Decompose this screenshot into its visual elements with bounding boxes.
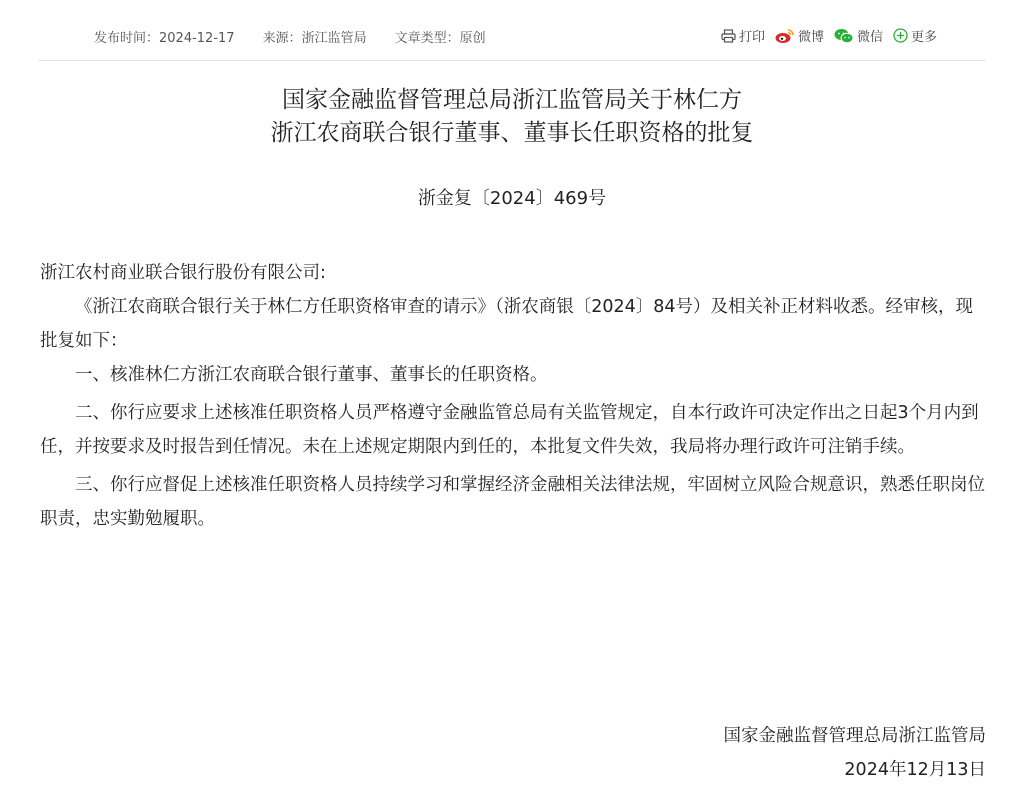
body-paragraph: 三、你行应督促上述核准任职资格人员持续学习和掌握经济金融相关法律法规，牢固树立风险合规意识，熟悉任职岗位职责，忠实勤勉履职。 xyxy=(40,475,985,529)
wechat-share-button[interactable] xyxy=(834,26,883,45)
document-body xyxy=(40,256,990,536)
issue-date: 2024年12月13日 xyxy=(844,760,986,780)
document-title xyxy=(38,84,986,150)
addressee: 浙江农村商业联合银行股份有限公司: xyxy=(40,263,326,283)
more-share-button[interactable] xyxy=(893,26,937,45)
printer-icon xyxy=(721,29,736,43)
signature-block xyxy=(724,719,987,787)
wechat-icon xyxy=(834,28,854,44)
more-label: 更多 xyxy=(911,30,938,45)
article-meta-bar xyxy=(0,0,1024,62)
print-label: 打印 xyxy=(739,30,766,45)
body-paragraph: 《浙江农商联合银行关于林仁方任职资格审查的请示》（浙农商银〔2024〕84号）及相关补正材料收悉。经审核，现批复如下： xyxy=(40,297,974,351)
article-type: 文章类型：原创 xyxy=(394,31,486,46)
title-line-2: 浙江农商联合银行董事、董事长任职资格的批复 xyxy=(270,120,754,146)
header-divider xyxy=(38,60,986,61)
article-meta-info xyxy=(94,27,486,46)
weibo-label: 微博 xyxy=(798,30,825,45)
print-button[interactable] xyxy=(721,26,765,45)
body-paragraph: 一、核准林仁方浙江农商联合银行董事、董事长的任职资格。 xyxy=(75,365,548,385)
body-paragraph: 二、你行应要求上述核准任职资格人员严格遵守金融监管总局有关监管规定，自本行政许可决定作出之日起3个月内到任，并按要求及时报告到任情况。未在上述规定期限内到任的，本批复文件失效，我局将办理行政许可注销手续。 xyxy=(40,403,979,457)
wechat-label: 微信 xyxy=(857,30,884,45)
weibo-icon xyxy=(775,28,795,44)
plus-circle-icon xyxy=(893,28,908,43)
article-source: 来源：浙江监管局 xyxy=(262,31,367,46)
publish-time: 发布时间：2024-12-17 xyxy=(94,31,235,46)
title-line-1: 国家金融监督管理总局浙江监管局关于林仁方 xyxy=(282,87,742,113)
weibo-share-button[interactable] xyxy=(775,26,824,45)
share-toolbar xyxy=(721,26,947,45)
document-number: 浙金复〔2024〕469号 xyxy=(417,188,607,209)
issuer-name: 国家金融监督管理总局浙江监管局 xyxy=(723,726,986,746)
